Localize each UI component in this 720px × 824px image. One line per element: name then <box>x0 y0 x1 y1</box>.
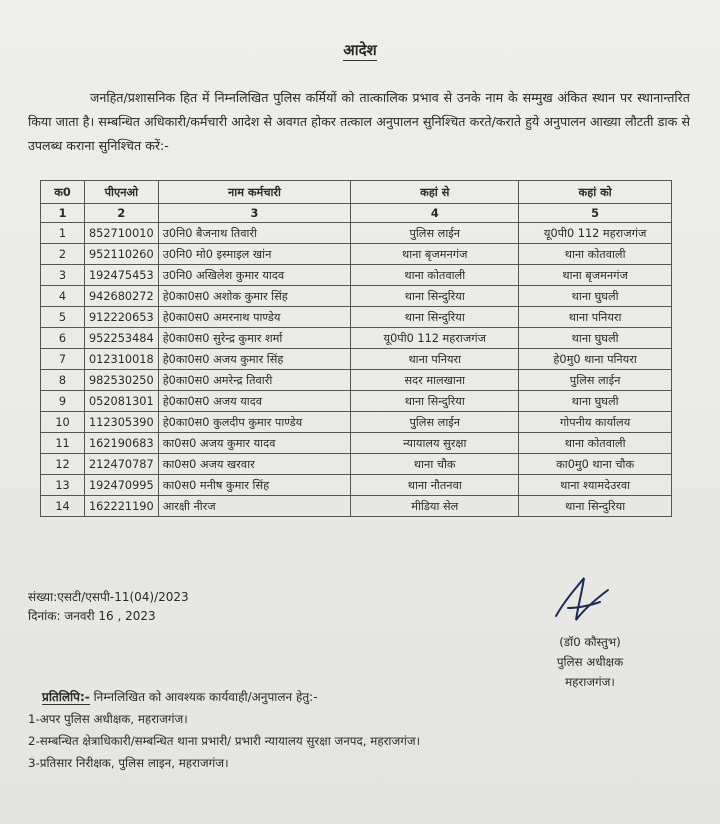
cell-pno: 982530250 <box>85 370 159 391</box>
cell-from: थाना पनियरा <box>351 349 519 370</box>
table-row <box>41 223 672 244</box>
table-row <box>41 391 672 412</box>
cell-to: यू0पी0 112 महराजगंज <box>519 223 672 244</box>
table-row <box>41 265 672 286</box>
cell-pno: 162190683 <box>85 433 159 454</box>
cell-to: पुलिस लाईन <box>519 370 672 391</box>
cell-pno: 952253484 <box>85 328 159 349</box>
header-name: नाम कर्मचारी <box>158 181 351 204</box>
reference-date: दिनांक: जनवरी 16 , 2023 <box>28 609 156 623</box>
copy-heading <box>42 688 318 705</box>
table-row <box>41 286 672 307</box>
cell-pno: 192470995 <box>85 475 159 496</box>
cell-to: थाना श्यामदेउरवा <box>519 475 672 496</box>
table-row <box>41 496 672 517</box>
cell-from: थाना बृजमनगंज <box>351 244 519 265</box>
cell-from: न्यायालय सुरक्षा <box>351 433 519 454</box>
cell-to: हे0मु0 थाना पनियरा <box>519 349 672 370</box>
colnum-1: 1 <box>41 204 85 223</box>
table-row <box>41 328 672 349</box>
cell-to: थाना घुघली <box>519 286 672 307</box>
cell-serial: 9 <box>41 391 85 412</box>
cell-serial: 6 <box>41 328 85 349</box>
cell-name: हे0का0स0 सुरेन्द्र कुमार शर्मा <box>158 328 351 349</box>
cell-from: थाना सिन्दुरिया <box>351 307 519 328</box>
cell-name: उ0नि0 अखिलेश कुमार यादव <box>158 265 351 286</box>
cell-pno: 012310018 <box>85 349 159 370</box>
cell-from: थाना सिन्दुरिया <box>351 391 519 412</box>
cell-pno: 212470787 <box>85 454 159 475</box>
table-row <box>41 370 672 391</box>
cell-name: हे0का0स0 अजय यादव <box>158 391 351 412</box>
cell-to: थाना पनियरा <box>519 307 672 328</box>
cell-to: थाना कोतवाली <box>519 433 672 454</box>
copy-item-1: 1-अपर पुलिस अधीक्षक, महराजगंज। <box>28 712 188 726</box>
cell-serial: 4 <box>41 286 85 307</box>
cell-name: हे0का0स0 अजय कुमार सिंह <box>158 349 351 370</box>
cell-to: का0मु0 थाना चौक <box>519 454 672 475</box>
colnum-5: 5 <box>519 204 672 223</box>
signatory-designation: पुलिस अधीक्षक <box>556 655 624 669</box>
table-row <box>41 349 672 370</box>
cell-from: मीडिया सेल <box>351 496 519 517</box>
copy-text: निम्नलिखित को आवश्यक कार्यवाही/अनुपालन हेतु:- <box>93 690 318 704</box>
cell-pno: 052081301 <box>85 391 159 412</box>
cell-pno: 162221190 <box>85 496 159 517</box>
cell-from: सदर मालखाना <box>351 370 519 391</box>
cell-serial: 14 <box>41 496 85 517</box>
cell-from: थाना चौक <box>351 454 519 475</box>
cell-from: थाना सिन्दुरिया <box>351 286 519 307</box>
signatory-name: (डॉ0 कौस्तुभ) <box>559 635 621 649</box>
cell-pno: 942680272 <box>85 286 159 307</box>
table-row <box>41 244 672 265</box>
intro-paragraph: जनहित/प्रशासनिक हित में निम्नलिखित पुलिस कर्मियों को तात्कालिक प्रभाव से उनके नाम के सम्मुख अंकित स्थान पर स्थानान्तरित किया जाता है। सम्बन्धित अधिकारी/कर्मचारी आदेश से अवगत होकर तत्काल अनुपालन सुनिश्चित करते/कराते हुये अनुपालन आख्या लौटती डाक से उपलब्ध कराना सुनिश्चित करें:- <box>28 90 690 153</box>
cell-name: का0स0 अजय कुमार यादव <box>158 433 351 454</box>
transfer-table <box>40 180 672 517</box>
signatory-place: महराजगंज। <box>565 675 615 689</box>
table-header-row <box>41 181 672 204</box>
cell-serial: 13 <box>41 475 85 496</box>
cell-serial: 11 <box>41 433 85 454</box>
column-number-row <box>41 204 672 223</box>
copy-item-3: 3-प्रतिसार निरीक्षक, पुलिस लाइन, महराजगंज। <box>28 756 229 770</box>
cell-name: का0स0 अजय खरवार <box>158 454 351 475</box>
colnum-4: 4 <box>351 204 519 223</box>
copy-list <box>28 708 420 774</box>
cell-to: थाना बृजमनगंज <box>519 265 672 286</box>
cell-to: गोपनीय कार्यालय <box>519 412 672 433</box>
cell-to: थाना सिन्दुरिया <box>519 496 672 517</box>
signatory-block <box>520 632 660 692</box>
colnum-2: 2 <box>85 204 159 223</box>
cell-serial: 10 <box>41 412 85 433</box>
cell-name: हे0का0स0 अमरेन्द्र तिवारी <box>158 370 351 391</box>
cell-serial: 12 <box>41 454 85 475</box>
header-serial: क0 <box>41 181 85 204</box>
copy-label: प्रतिलिपि:- <box>42 690 90 704</box>
header-from: कहां से <box>351 181 519 204</box>
cell-pno: 112305390 <box>85 412 159 433</box>
cell-from: थाना नौतनवा <box>351 475 519 496</box>
cell-from: पुलिस लाईन <box>351 412 519 433</box>
header-pno: पीएनओ <box>85 181 159 204</box>
cell-to: थाना घुघली <box>519 328 672 349</box>
cell-serial: 7 <box>41 349 85 370</box>
table-row <box>41 433 672 454</box>
table-row <box>41 307 672 328</box>
cell-serial: 5 <box>41 307 85 328</box>
colnum-3: 3 <box>158 204 351 223</box>
cell-pno: 952110260 <box>85 244 159 265</box>
table-row <box>41 475 672 496</box>
cell-to: थाना कोतवाली <box>519 244 672 265</box>
cell-name: हे0का0स0 कुलदीप कुमार पाण्डेय <box>158 412 351 433</box>
cell-from: पुलिस लाईन <box>351 223 519 244</box>
order-title-text: आदेश <box>343 41 377 59</box>
reference-number: संख्या:एसटी/एसपी-11(04)/2023 <box>28 590 189 604</box>
cell-serial: 1 <box>41 223 85 244</box>
cell-name: उ0नि0 मो0 इस्माइल खांन <box>158 244 351 265</box>
cell-pno: 852710010 <box>85 223 159 244</box>
cell-name: हे0का0स0 अशोक कुमार सिंह <box>158 286 351 307</box>
cell-serial: 2 <box>41 244 85 265</box>
cell-name: का0स0 मनीष कुमार सिंह <box>158 475 351 496</box>
cell-pno: 192475453 <box>85 265 159 286</box>
table-row <box>41 412 672 433</box>
cell-name: उ0नि0 बैजनाथ तिवारी <box>158 223 351 244</box>
cell-serial: 8 <box>41 370 85 391</box>
header-to: कहां को <box>519 181 672 204</box>
cell-to: थाना घुघली <box>519 391 672 412</box>
cell-serial: 3 <box>41 265 85 286</box>
cell-name: हे0का0स0 अमरनाथ पाण्डेय <box>158 307 351 328</box>
table-row <box>41 454 672 475</box>
cell-from: थाना कोतवाली <box>351 265 519 286</box>
cell-from: यू0पी0 112 महराजगंज <box>351 328 519 349</box>
signature-mark <box>548 572 618 632</box>
cell-name: आरक्षी नीरज <box>158 496 351 517</box>
reference-block <box>28 588 189 626</box>
order-title <box>0 40 720 60</box>
table-body <box>41 223 672 517</box>
copy-item-2: 2-सम्बन्धित क्षेत्राधिकारी/सम्बन्धित थाना प्रभारी/ प्रभारी न्यायालय सुरक्षा जनपद, महराजगंज। <box>28 734 421 748</box>
cell-pno: 912220653 <box>85 307 159 328</box>
